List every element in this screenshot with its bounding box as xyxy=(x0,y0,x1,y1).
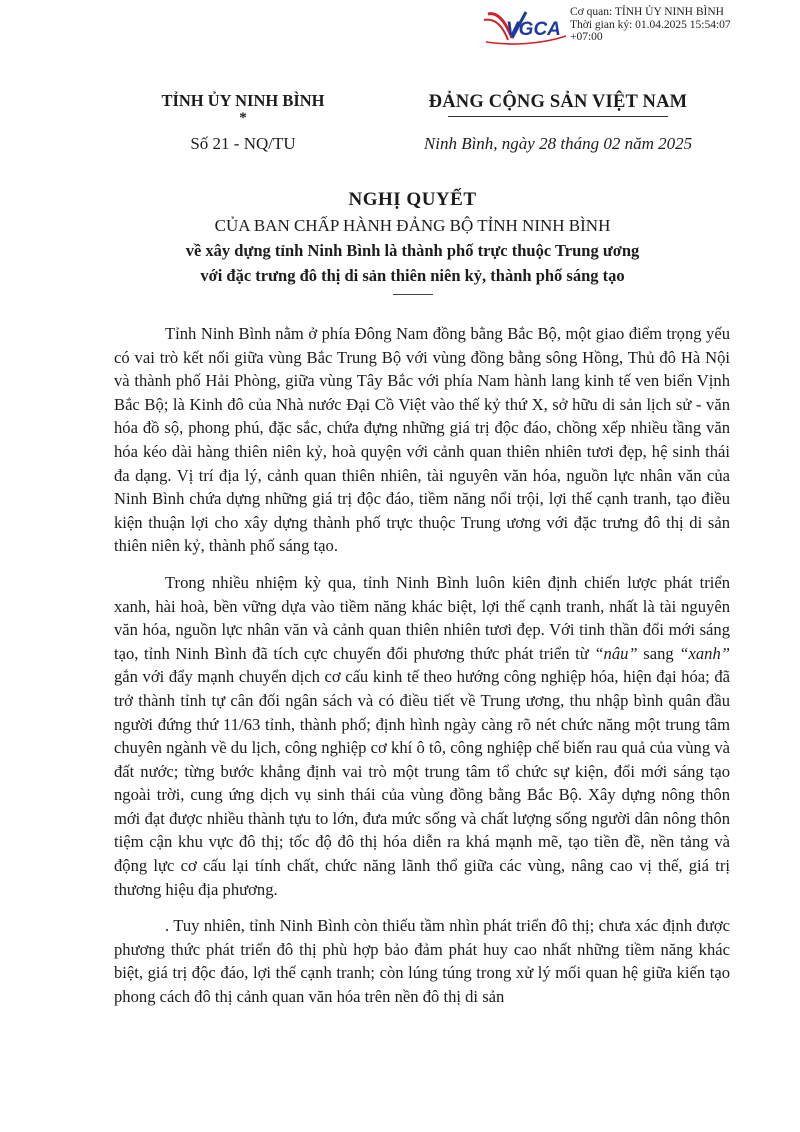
document-issuer: CỦA BAN CHẤP HÀNH ĐẢNG BỘ TỈNH NINH BÌNH xyxy=(214,216,611,235)
title-separator xyxy=(393,294,433,295)
quoted-term-xanh: “xanh” xyxy=(679,643,730,663)
document-subject-line-2: với đặc trưng đô thị di sản thiên niên kỷ, thành phố sáng tạo xyxy=(200,266,625,285)
document-body xyxy=(114,322,730,1009)
party-name: ĐẢNG CỘNG SẢN VIỆT NAM xyxy=(428,92,688,112)
paragraph-2-part-b: sang xyxy=(637,643,680,663)
signature-timezone: +07:00 xyxy=(570,31,603,43)
signature-info xyxy=(570,6,798,44)
organization-name: TỈNH ỦY NINH BÌNH xyxy=(161,91,325,110)
vgca-logo-text: VGCA xyxy=(506,19,561,40)
document-number: Số 21 - NQ/TU xyxy=(190,134,296,153)
document-type: NGHỊ QUYẾT xyxy=(348,189,477,210)
party-heading xyxy=(393,90,723,117)
paragraph-2 xyxy=(114,571,730,901)
party-underline xyxy=(448,116,668,117)
signature-time: Thời gian ký: 01.04.2025 15:54:07 xyxy=(570,18,731,31)
issuing-organization xyxy=(118,90,368,124)
quoted-term-nau: “nâu” xyxy=(594,643,638,663)
paragraph-2-part-c: gắn với đẩy mạnh chuyển dịch cơ cấu kinh tế theo hướng công nghiệp hóa, hiện đại hóa; đã trở thành tỉnh tự cân đối ngân sách và có điều tiết về Trung ương, thu nhập bình quân đầu người đứng thứ 11/63 tỉnh, thành phố; định hình ngày càng rõ nét chức năng một trung tâm chuyên ngành về du lịch, công nghiệp cơ khí ô tô, công nghiệp chế biến rau quả của vùng và đất nước; từng bước khẳng định vai trò một trung tâm tổ chức sự kiện, đổi mới sáng tạo ngoài trời, cung ứng dịch vụ sinh thái của vùng đồng bằng Bắc Bộ. Xây dựng nông thôn mới đạt được nhiều thành tựu to lớn, đưa mức sống và chất lượng sống người dân nông thôn tiệm cận khu vực đô thị; tốc độ đô thị hóa diễn ra khá mạnh mẽ, tạo tiền đề, nền tảng và động lực cơ cấu lại tính chất, chức năng lãnh thổ giữa các vùng, nâng cao vị thế, giá trị thương hiệu địa phương. xyxy=(114,667,730,899)
digital-signature-stamp xyxy=(482,4,798,48)
document-title xyxy=(95,188,730,295)
place-and-date: Ninh Bình, ngày 28 tháng 02 năm 2025 xyxy=(423,134,693,153)
signature-agency: Cơ quan: TỈNH ỦY NINH BÌNH xyxy=(570,6,724,18)
vgca-logo-icon xyxy=(482,8,568,48)
paragraph-3: . Tuy nhiên, tỉnh Ninh Bình còn thiếu tầm nhìn phát triển đô thị; chưa xác định được phương thức phát triển đô thị phù hợp bảo đảm phát huy cao nhất những tiềm năng khác biệt, giá trị độc đáo, lợi thế cạnh tranh; còn lúng túng trong xử lý mối quan hệ giữa kiến tạo phong cách đô thị cảnh quan văn hóa trên nền đô thị di sản xyxy=(114,916,730,1007)
paragraph-1: Tỉnh Ninh Bình nằm ở phía Đông Nam đồng bằng Bắc Bộ, một giao điểm trọng yếu có vai trò kết nối giữa vùng Bắc Trung Bộ với vùng đồng bằng sông Hồng, Thủ đô Hà Nội và thành phố Hải Phòng, giữa vùng Tây Bắc với phía Nam hành lang kinh tế ven biển Vịnh Bắc Bộ; là Kinh đô của Nhà nước Đại Cồ Việt vào thế kỷ thứ X, sở hữu di sản lịch sử - văn hóa đồ sộ, phong phú, đặc sắc, chứa đựng những giá trị độc đáo, chồng xếp nhiều tầng văn hóa kéo dài hàng thiên niên kỷ, hoà quyện với cảnh quan thiên nhiên tươi đẹp, hệ sinh thái đa dạng. Vị trí địa lý, cảnh quan thiên nhiên, tài nguyên văn hóa, nguồn lực nhân văn của Ninh Bình chứa dựng những giá trị độc đáo, tiềm năng nổi trội, lợi thế cạnh tranh, tạo điều kiện thuận lợi cho xây dựng thành phố trực thuộc Trung ương với đặc trưng đô thị di sản thiên niên kỷ, thành phố sáng tạo. xyxy=(114,324,730,556)
star-mark: * xyxy=(239,110,247,126)
paragraph-2-part-a: Trong nhiều nhiệm kỳ qua, tỉnh Ninh Bình luôn kiên định chiến lược phát triển xanh, hài hoà, bền vững dựa vào tiềm năng khác biệt, lợi thế cạnh tranh, nhất là tài nguyên văn hóa, nguồn lực nhân văn và cảnh quan thiên nhiên tươi đẹp. Với tinh thần đổi mới sáng tạo, tỉnh Ninh Bình đã tích cực chuyển đổi phương thức phát triển từ xyxy=(114,572,730,663)
document-subject-line-1: về xây dựng tỉnh Ninh Bình là thành phố trực thuộc Trung ương xyxy=(185,241,640,260)
